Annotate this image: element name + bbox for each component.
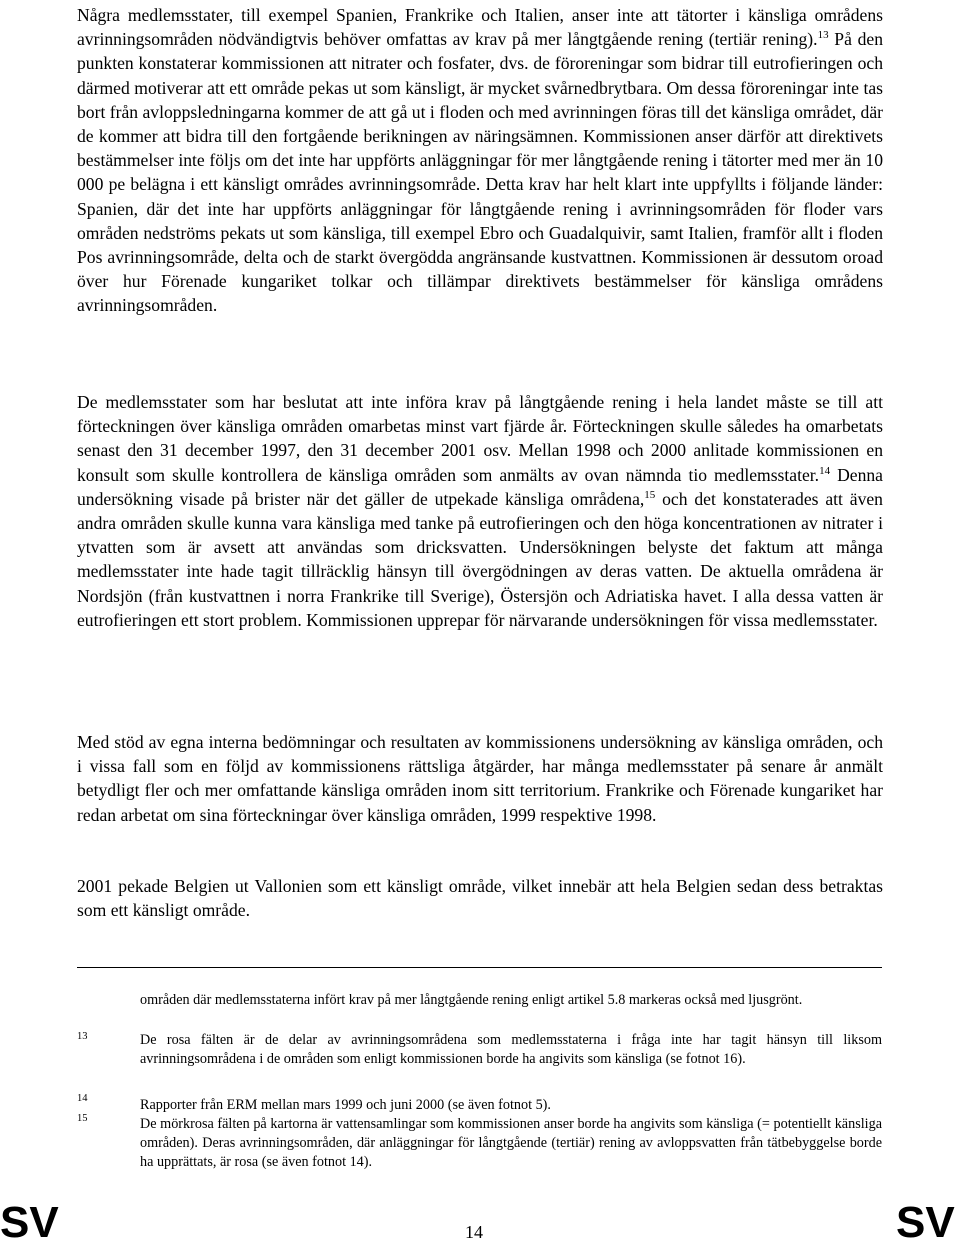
footnote-ref-13[interactable]: 13	[817, 29, 829, 42]
footnote-number-15: 15	[77, 1113, 88, 1124]
footnote-separator	[77, 967, 882, 968]
paragraph-text: De medlemsstater som har beslutat att inte införa krav på långtgående rening i hela landet måste se till att förteckningen över känsliga områden omarbetas minst vart fjärde år. Förteckningen skulle således ha omarbetats senast den 31 december 1997, den 31 december 2001 osv. Mellan 1998 och 2000 anlitade kommissionen en konsult som skulle kontrollera de känsliga områden som anmälts av ovan nämnda tio medlemsstater.	[77, 392, 883, 485]
footnote-15: De mörkrosa fälten på kartorna är vattensamlingar som kommissionen anser borde ha angivits som känsliga (= potentiellt känsliga områden). Deras avrinningsområden, där anläggningar för långtgående (tertiär) rening av avloppsvatten från tätbebyggelse borde ha upprättats, är rosa (se även fotnot 14).	[140, 1116, 882, 1170]
footnote-continuation: områden där medlemsstaterna infört krav på mer långtgående rening enligt artikel 5.8 markeras också med ljusgrönt.	[140, 992, 803, 1008]
paragraph-text: och det konstaterades att även andra områden skulle kunna vara känsliga med tanke på eutrofieringen och den höga koncentrationen av nitrater i ytvatten som är avsett att användas som dricksvatten. Undersökningen belyste det faktum att många medlemsstater inte hade tagit tillräcklig hänsyn till övergödningen av deras vatten. De aktuella områdena är Nordsjön (från kustvattnen i norra Frankrike till Sverige), Östersjön och Adriatiska havet. I alla dessa vatten är eutrofieringen ett stort problem. Kommissionen upprepar för närvarande undersökningen för vissa medlemsstater.	[77, 488, 883, 630]
footnote-13: De rosa fälten är de delar av avrinningsområdena som medlemsstaterna i fråga inte har tagit hänsyn till liksom avrinningsområdena i de områden som enligt kommissionen borde ha angivits som känsliga (se fotnot 16).	[140, 1032, 882, 1067]
footnote-ref-15[interactable]: 15	[644, 488, 656, 501]
paragraph-text: Denna undersökning visade på brister när det gäller de utpekade känsliga områdena,	[77, 464, 883, 509]
footnote-ref-14[interactable]: 14	[819, 464, 831, 477]
paragraph-text: På den punkten konstaterar kommissionen att nitrater och fosfater, dvs. de föroreningar som bidrar till eutrofieringen och därmed motiverar att ett område pekas ut som känsligt, är mycket svårnedbrytbara. Om dessa föroreningar inte tas bort från avloppsledningarna kommer de att gå ut i floden och med avrinningen föras till det känsliga området, där de kommer att bidra till den fortgående berikningen av näringsämnen. Kommissionen anser därför att direktivets bestämmelser inte följs om det inte har uppförts anläggningar för mer långtgående rening i tätorter med mer än 10 000 pe belägna i ett känsligt områdes avrinningsområde. Detta krav har helt klart inte uppfyllts i följande länder: Spanien, där det inte har uppförts anläggningar för långtgående rening i avrinningsområden för floder vars områden nedströms pekats ut som känsliga, till exempel Ebro och Guadalquivir, samt Italien, framför allt i floden Pos avrinningsområde, delta och de starkt övergödda angränsande kustvattnen. Kommissionen är dessutom oroad över hur Förenade kungariket tolkar och tillämpar direktivets bestämmelser för känsliga områdens avrinningsområden.	[77, 29, 884, 316]
body-paragraph-3: Med stöd av egna interna bedömningar och resultaten av kommissionens undersökning av känsliga områden, och i vissa fall som en följd av kommissionens rättsliga åtgärder, har många medlemsstater på senare år anmält betydligt fler och mer omfattande känsliga områden inom sitt territorium. Frankrike och Förenade kungariket har redan arbetat om sina förteckningar över känsliga områden, 1999 respektive 1998.	[77, 732, 883, 825]
body-paragraph-4: 2001 pekade Belgien ut Vallonien som ett känsligt område, vilket innebär att hela Belgien sedan dess betraktas som ett känsligt område.	[77, 876, 883, 921]
paragraph-text: Några medlemsstater, till exempel Spanien, Frankrike och Italien, anser inte att tätorter i känsliga områdens avrinningsområden nödvändigtvis behöver omfattas av krav på mer långtgående rening (tertiär rening).	[77, 5, 883, 50]
body-paragraph-2	[77, 390, 883, 632]
footnote-number-13: 13	[77, 1031, 88, 1042]
footnote-14: Rapporter från ERM mellan mars 1999 och juni 2000 (se även fotnot 5).	[140, 1097, 551, 1113]
footnote-number-14: 14	[77, 1093, 88, 1104]
language-code-right: SV	[896, 1198, 955, 1247]
body-paragraph-1	[77, 3, 883, 318]
page-number: 14	[465, 1222, 483, 1242]
language-code-left: SV	[0, 1198, 59, 1247]
